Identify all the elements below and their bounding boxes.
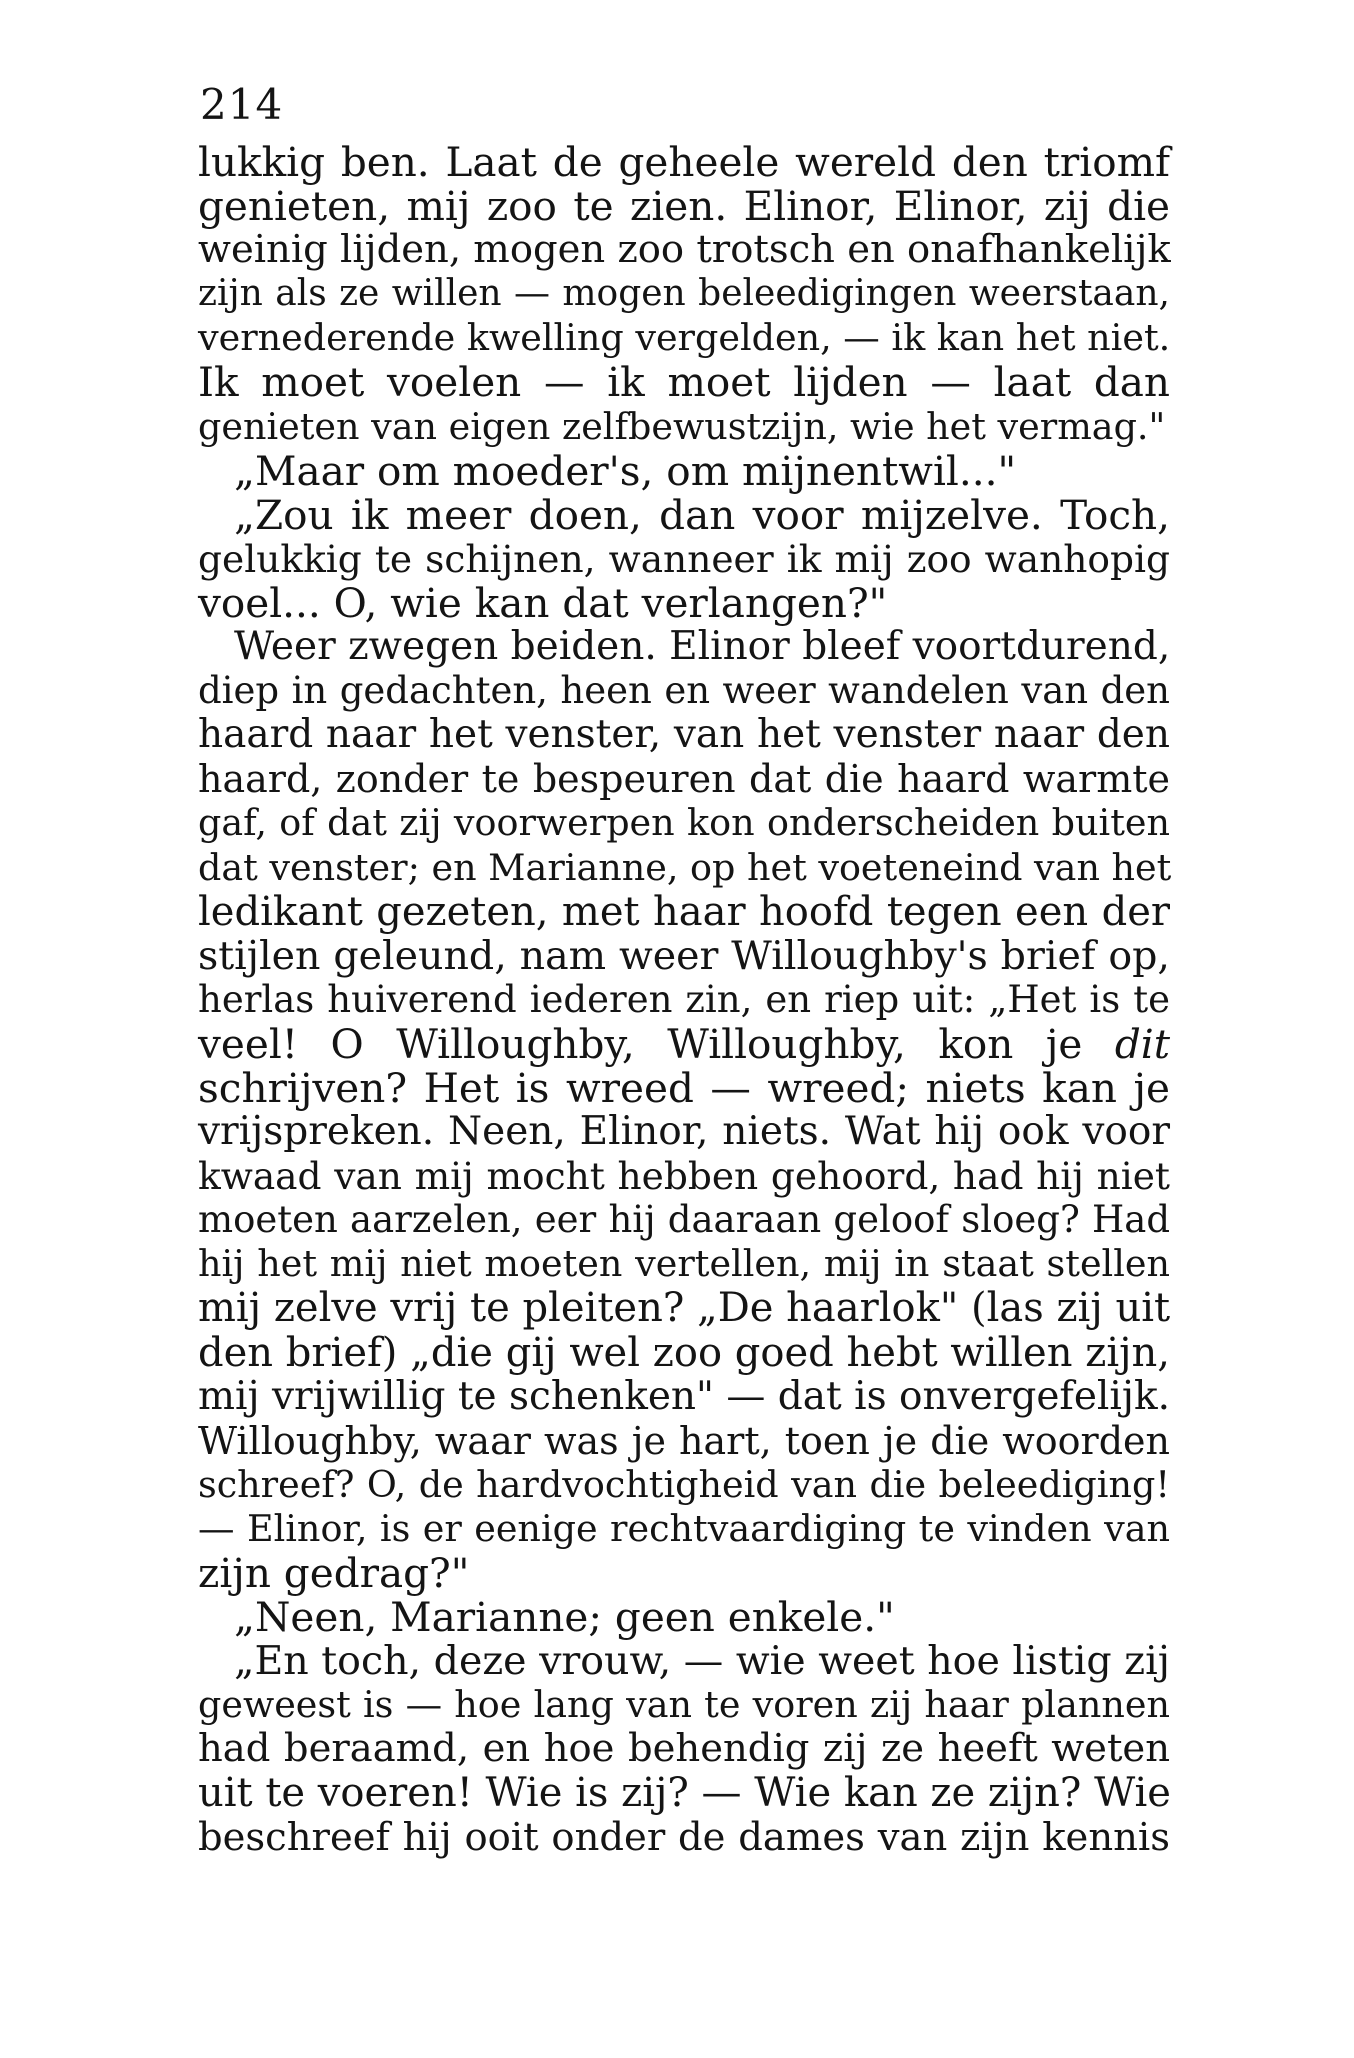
text-line: haard naar het venster, van het venster naar den [198, 712, 1170, 758]
text-line [198, 1019, 1170, 1068]
page-number: 214 [200, 80, 284, 129]
text-line: lukkig ben. Laat de geheele wereld den triomf [198, 138, 1170, 186]
text-line: vrijspreken. Neen, Elinor, niets. Wat hij ook voor [198, 1109, 1170, 1155]
text-line: vernederende kwelling vergelden, — ik kan het niet. [198, 316, 1171, 360]
text-line: mij zelve vrij te pleiten? „De haarlok" (las zij uit [198, 1285, 1171, 1332]
text-line: uit te voeren! Wie is zij? — Wie kan ze zijn? Wie [198, 1770, 1171, 1817]
text-line: den brief) „die gij wel zoo goed hebt willen zijn, [198, 1329, 1170, 1376]
text-line: beschreef hij ooit onder de dames van zijn kennis [198, 1814, 1170, 1860]
text-line: mij vrijwillig te schenken" — dat is onvergefelijk. [198, 1373, 1170, 1419]
text-line: dat venster; en Marianne, op het voeteneind van het [198, 845, 1172, 889]
text-line: gelukkig te schijnen, wanneer ik mij zoo wanhopig [198, 536, 1170, 581]
body-text [198, 140, 1170, 1860]
text-line: genieten, mij zoo te zien. Elinor, Elinor, zij die [198, 182, 1170, 231]
text-line: herlas huiverend iederen zin, en riep uit: „Het is te [198, 977, 1170, 1021]
text-line: Weer zwegen beiden. Elinor bleef voortdurend, [234, 624, 1171, 670]
text-line: kwaad van mij mocht hebben gehoord, had hij niet [198, 1154, 1170, 1199]
text-line: „Maar om moeder's, om mijnentwil..." [234, 446, 1017, 495]
text-line: zijn gedrag?" [198, 1549, 470, 1597]
text-line: hij het mij niet moeten vertellen, mij in staat stellen [198, 1242, 1170, 1286]
text-line: weinig lijden, mogen zoo trotsch en onafhankelijk [198, 227, 1171, 273]
text-line: haard, zonder te bespeuren dat die haard warmte [198, 757, 1170, 802]
text-line: Ik moet voelen — ik moet lijden — laat dan [198, 358, 1170, 407]
text-line: schreef? O, de hardvochtigheid van die beleediging! [198, 1462, 1170, 1506]
text-line: had beraamd, en hoe behendig zij ze heeft weten [198, 1726, 1170, 1772]
emphasis-text: dit [1114, 1019, 1170, 1068]
text-line: gaf, of dat zij voorwerpen kon onderscheiden buiten [198, 801, 1170, 845]
text-line: — Elinor, is er eenige rechtvaardiging te vinden van [198, 1506, 1170, 1550]
text-segment: veel! O Willoughby, Willoughby, kon je [198, 1019, 1115, 1068]
text-line: zijn als ze willen — mogen beleedigingen weerstaan, [198, 273, 1170, 315]
text-line: „En toch, deze vrouw, — wie weet hoe listig zij [234, 1638, 1170, 1685]
text-line: ledikant gezeten, met haar hoofd tegen een der [198, 888, 1170, 935]
text-line: genieten van eigen zelfbewustzijn, wie het vermag." [198, 404, 1166, 448]
text-line: stijlen geleund, nam weer Willoughby's brief op, [198, 932, 1170, 979]
text-line: moeten aarzelen, eer hij daaraan geloof sloeg? Had [198, 1198, 1170, 1242]
text-line: „Neen, Marianne; geen enkele." [234, 1593, 895, 1642]
text-line: voel... O, wie kan dat verlangen?" [198, 578, 888, 627]
text-line: geweest is — hoe lang van te voren zij haar plannen [198, 1683, 1170, 1727]
text-line: Willoughby, waar was je hart, toen je die woorden [198, 1418, 1170, 1463]
text-line: „Zou ik meer doen, dan voor mijzelve. Toch, [234, 490, 1170, 539]
text-line: diep in gedachten, heen en weer wandelen van den [198, 669, 1170, 713]
text-line: schrijven? Het is wreed — wreed; niets kan je [198, 1063, 1170, 1112]
